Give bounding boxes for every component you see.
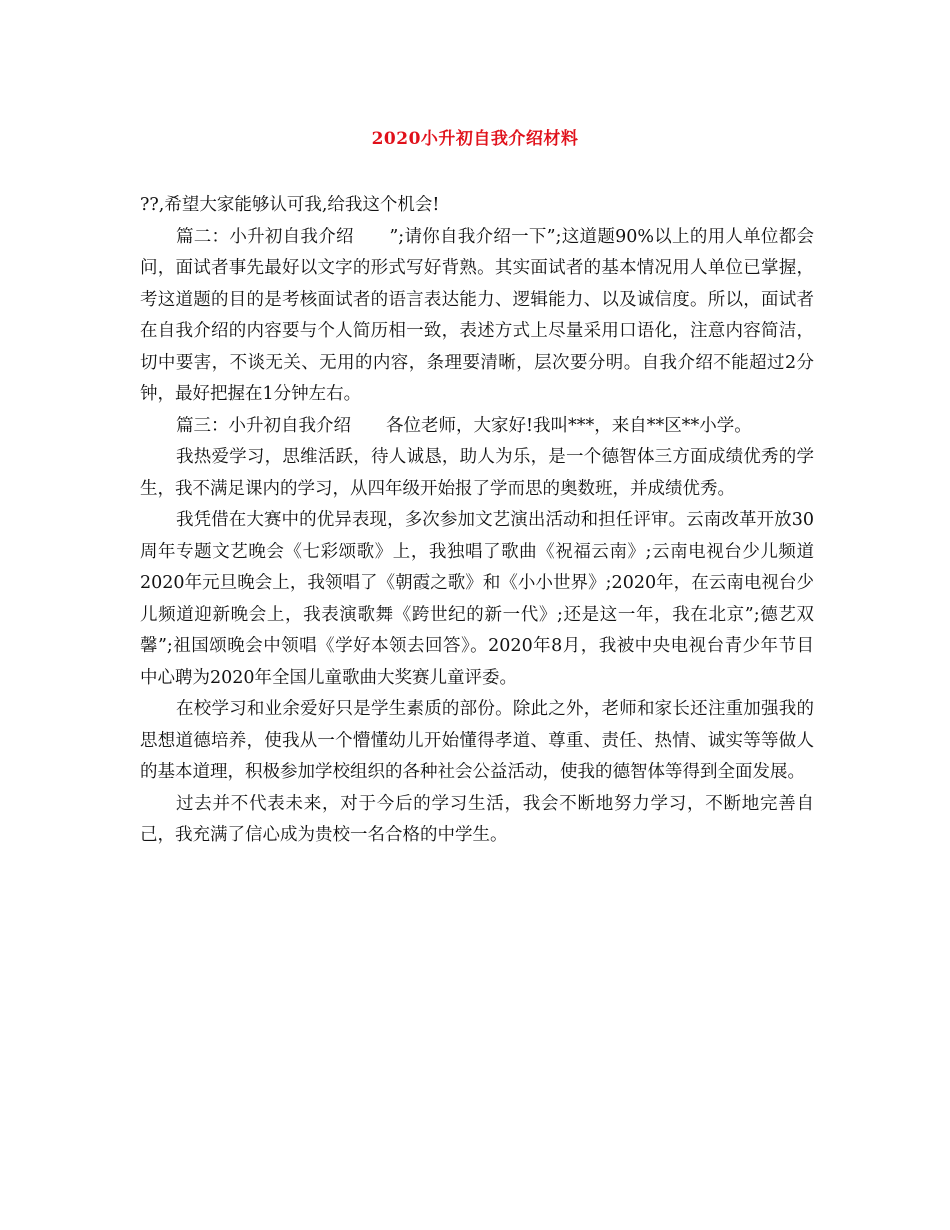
paragraph-development: 在校学习和业余爱好只是学生素质的部份。除此之外，老师和家长还注重加强我的思想道德培养，使我从一个懵懂幼儿开始懂得孝道、尊重、责任、热情、诚实等等做人的基本道理，积极参加学校组织的各种社会公益活动，使我的德智体等得到全面发展。 (140, 699, 814, 782)
paragraph-study: 我热爱学习，思维活跃，待人诚恳，助人为乐，是一个德智体三方面成绩优秀的学生，我不满足课内的学习，从四年级开始报了学而思的奥数班，并成绩优秀。 (140, 447, 814, 499)
paragraph-future: 过去并不代表未来，对于今后的学习生活，我会不断地努力学习，不断地完善自己，我充满了信心成为贵校一名合格的中学生。 (140, 793, 814, 845)
document-body (140, 190, 814, 852)
document-title: 2020小升初自我介绍材料 (371, 129, 579, 149)
paragraph-part-three: 篇三：小升初自我介绍 各位老师，大家好!我叫***，来自**区**小学。 (176, 415, 752, 436)
paragraph-part-two: 篇二：小升初自我介绍 ”;请你自我介绍一下”;这道题90%以上的用人单位都会问，面试者事先最好以文字的形式写好背熟。其实面试者的基本情况用人单位已掌握，考这道题的目的是考核面试者的语言表达能力、逻辑能力、以及诚信度。所以，面试者在自我介绍的内容要与个人简历相一致，表述方式上尽量采用口语化，注意内容简洁，切中要害，不谈无关、无用的内容，条理要清晰，层次要分明。自我介绍不能超过2分钟，最好把握在1分钟左右。 (140, 226, 814, 404)
paragraph-intro: ??,希望大家能够认可我,给我这个机会! (140, 195, 440, 215)
paragraph-performances: 我凭借在大赛中的优异表现，多次参加文艺演出活动和担任评审。云南改革开放30周年专题文艺晚会《七彩颂歌》上，我独唱了歌曲《祝福云南》;云南电视台少儿频道2020年元旦晚会上，我领唱了《朝霞之歌》和《小小世界》;2020年，在云南电视台少儿频道迎新晚会上，我表演歌舞《跨世纪的新一代》;还是这一年，我在北京”;德艺双馨”;祖国颂晚会中领唱《学好本领去回答》。2020年8月，我被中央电视台青少年节目中心聘为2020年全国儿童歌曲大奖赛儿童评委。 (140, 510, 814, 688)
